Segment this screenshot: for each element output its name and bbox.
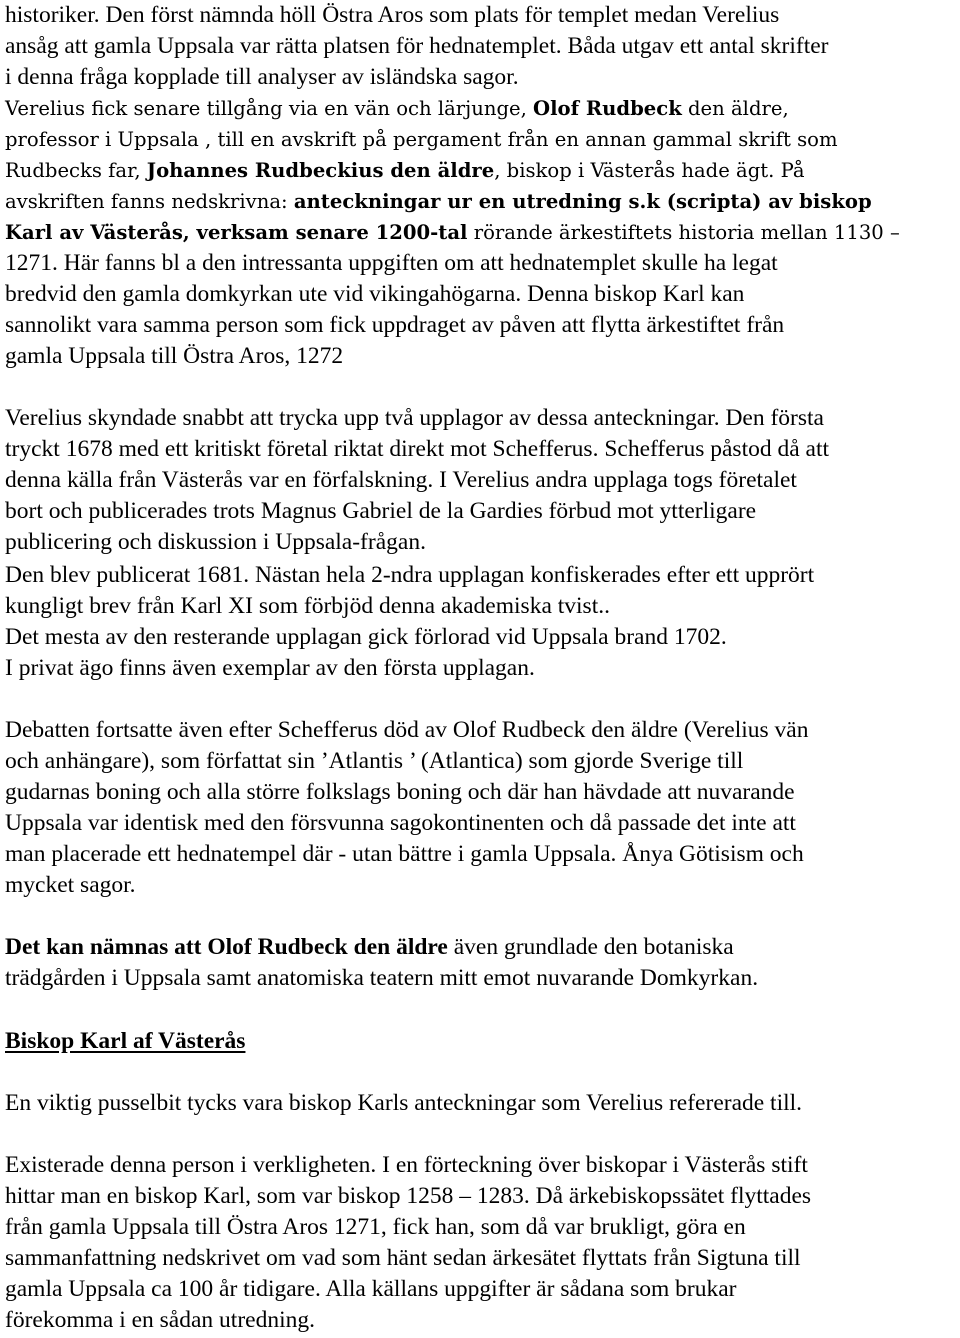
heading-text: Biskop Karl af Västerås [5, 1028, 246, 1054]
text-line: Verelius skyndade snabbt att trycka upp två upplagor av dessa anteckningar. Den första [5, 405, 824, 431]
bold-name: Johannes Rudbeckius den äldre [146, 159, 495, 182]
text-line [5, 155, 805, 186]
text-line: denna källa från Västerås var en förfalskning. I Verelius andra upplaga togs företalet [5, 467, 797, 493]
text-line [5, 932, 734, 963]
text-line [5, 186, 872, 217]
text-line: tryckt 1678 med ett kritiskt företal riktat direkt mot Schefferus. Schefferus påstod då att [5, 436, 830, 462]
text-line: hittar man en biskop Karl, som var biskop 1258 – 1283. Då ärkebiskopssätet flyttades [5, 1183, 812, 1209]
text-line: sannolikt vara samma person som fick uppdraget av påven att flytta ärkestiftet från [5, 312, 785, 338]
text-span: 1271. [5, 250, 58, 276]
text-line: i denna fråga kopplade till analyser av isländska sagor. [5, 64, 519, 90]
text-line: En viktig pusselbit tycks vara biskop Karls anteckningar som Verelius refererade till. [5, 1090, 803, 1116]
text-line: från gamla Uppsala till Östra Aros 1271, fick han, som då var brukligt, göra en [5, 1214, 746, 1240]
text-line: gudarnas boning och alla större folkslags boning och där han hävdade att nuvarande [5, 779, 795, 805]
text-line: Uppsala var identisk med den försvunna sagokontinenten och då passade det inte att [5, 810, 796, 836]
text-line: kungligt brev från Karl XI som förbjöd denna akademiska tvist.. [5, 593, 610, 619]
text-line: I privat ägo finns även exemplar av den första upplagan. [5, 655, 535, 681]
text-line: publicering och diskussion i Uppsala-frågan. [5, 529, 426, 555]
text-line: ansåg att gamla Uppsala var rätta platsen för hednatemplet. Båda utgav ett antal skrifter [5, 33, 829, 59]
text-line: Debatten fortsatte även efter Schefferus död av Olof Rudbeck den äldre (Verelius vän [5, 717, 809, 743]
text-span: avskriften fanns nedskrivna: [5, 190, 294, 213]
text-line: Den blev publicerat 1681. Nästan hela 2-ndra upplagan konfiskerades efter ett upprört [5, 562, 815, 588]
text-line: professor i Uppsala , till en avskrift på pergament från en annan gammal skrift som [5, 128, 838, 151]
text-line: gamla Uppsala ca 100 år tidigare. Alla källans uppgifter är sådana som brukar [5, 1276, 737, 1302]
text-span: även grundlade den botaniska [447, 934, 734, 960]
text-line: trädgården i Uppsala samt anatomiska teatern mitt emot nuvarande Domkyrkan. [5, 965, 759, 991]
text-span: den äldre, [681, 97, 789, 120]
text-line [5, 93, 789, 124]
section-heading [5, 1026, 245, 1057]
text-span: Verelius fick senare tillgång via en vän och lärjunge, [5, 97, 534, 120]
text-span: , biskop i Västerås hade ägt. På [494, 159, 805, 182]
bold-name: Olof Rudbeck [533, 97, 682, 120]
bold-phrase: Det kan nämnas att Olof Rudbeck den äldre [5, 934, 448, 960]
text-line: mycket sagor. [5, 872, 136, 898]
text-line: sammanfattning nedskrivet om vad som hänt sedan ärkesätet flyttats från Sigtuna till [5, 1245, 801, 1271]
text-line: gamla Uppsala till Östra Aros, 1272 [5, 343, 344, 369]
bold-phrase: anteckningar ur en utredning s.k (scripta) av biskop [293, 190, 872, 213]
bold-phrase: Karl av Västerås, verksam senare 1200-tal [5, 221, 468, 244]
text-span: bredvid den gamla domkyrkan ute vid vikingahögarna. [5, 281, 522, 307]
text-span: rörande ärkestiftets historia mellan 1130 – [467, 221, 900, 244]
text-line: och anhängare), som författat sin ’Atlantis ’ (Atlantica) som gjorde Sverige till [5, 748, 744, 774]
text-line: historiker. Den först nämnda höll Östra Aros som plats för templet medan Verelius [5, 2, 780, 28]
text-span: Här fanns bl a den intressanta uppgiften om att hednatemplet skulle ha legat [57, 250, 778, 276]
text-line [5, 248, 778, 279]
text-line: Existerade denna person i verkligheten. I en förteckning över biskopar i Västerås stift [5, 1152, 808, 1178]
text-span: Rudbecks far, [5, 159, 147, 182]
text-line: förekomma i en sådan utredning. [5, 1307, 315, 1333]
text-line: man placerade ett hednatempel där - utan bättre i gamla Uppsala. Ånya Götisism och [5, 841, 804, 867]
text-span: Denna biskop Karl kan [521, 281, 745, 307]
text-line [5, 217, 900, 248]
text-line: Det mesta av den resterande upplagan gick förlorad vid Uppsala brand 1702. [5, 624, 727, 650]
text-line: bort och publicerades trots Magnus Gabriel de la Gardies förbud mot ytterligare [5, 498, 757, 524]
text-line [5, 279, 744, 310]
